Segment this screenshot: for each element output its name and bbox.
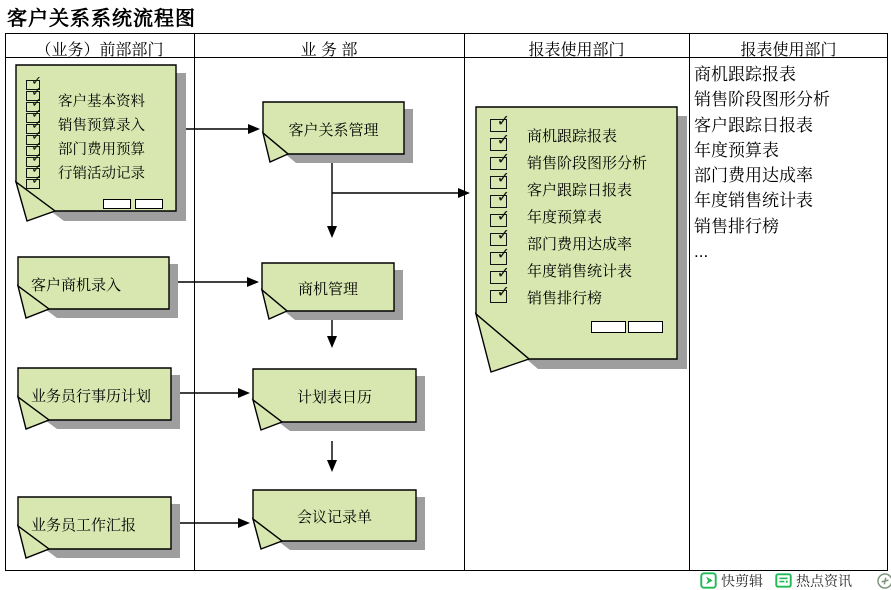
hot-news-label[interactable]: 热点资讯 [796, 572, 852, 589]
circle-plus-icon[interactable] [876, 572, 891, 590]
page-title: 客户关系系统流程图 [7, 8, 196, 30]
flow-node-label: 客户关系管理 [288, 122, 379, 139]
lane-header-front-dept: （业务）前部部门 [35, 42, 164, 59]
quick-clip-label[interactable]: 快剪辑 [721, 572, 763, 589]
flow-node-reports-note [475, 106, 678, 360]
lane-header-report-users-1: 报表使用部门 [528, 42, 625, 59]
note-small-rect [591, 321, 626, 333]
flow-node-label: 业务员工作汇报 [31, 517, 137, 534]
report-list-item: 销售阶段图形分析 [694, 90, 830, 110]
note-item: 销售预算录入 [58, 118, 145, 134]
quick-clip-icon[interactable] [700, 572, 717, 589]
note-item: 客户跟踪日报表 [527, 182, 633, 199]
note-item: 商机跟踪报表 [527, 128, 618, 145]
flow-node-label: 计划表日历 [296, 389, 372, 406]
flow-node-meeting-record [252, 489, 417, 542]
browser-statusbar [700, 571, 891, 590]
report-list [694, 62, 886, 264]
checkbox-icon [26, 179, 40, 189]
checkbox-icon [490, 290, 507, 303]
note-item: 部门费用达成率 [527, 236, 633, 253]
note-item: 销售排行榜 [527, 290, 603, 307]
note-item: 客户基本资料 [58, 94, 145, 110]
flow-node-crm [262, 101, 405, 155]
note-item: 部门费用预算 [58, 142, 145, 158]
flow-node-label: 会议记录单 [296, 509, 372, 526]
report-list-item: ... [694, 242, 709, 262]
report-list-item: 商机跟踪报表 [694, 65, 796, 84]
flow-node-salesman-work-report [17, 496, 172, 550]
report-list-item: 年度销售统计表 [694, 191, 813, 211]
note-item: 年度销售统计表 [527, 263, 633, 280]
flow-node-opportunity-management [261, 262, 395, 312]
flow-node-label: 商机管理 [297, 281, 358, 298]
flow-node-schedule-calendar [252, 368, 417, 423]
note-item: 行销活动记录 [58, 166, 145, 182]
lane-header-business-dept: 业 务 部 [300, 42, 358, 59]
note-item: 销售阶段图形分析 [527, 155, 648, 172]
report-list-item: 客户跟踪日报表 [694, 115, 813, 135]
hot-news-icon[interactable] [775, 572, 792, 589]
flow-node-label: 业务员行事历计划 [31, 388, 152, 405]
note-small-rect [103, 199, 131, 209]
note-item: 年度预算表 [527, 209, 603, 226]
flow-node-salesman-calendar-plan [17, 367, 172, 421]
note-small-rect [628, 321, 663, 333]
flow-node-front-dept-inputs [15, 64, 177, 212]
flow-node-label: 客户商机录入 [31, 277, 122, 294]
lane-header-report-users-2: 报表使用部门 [740, 42, 837, 59]
lane-divider-2 [464, 33, 465, 571]
note-small-rect [135, 199, 163, 209]
report-list-item: 年度预算表 [694, 140, 779, 160]
report-list-item: 部门费用达成率 [694, 166, 813, 186]
flow-node-customer-opportunity-entry [17, 256, 170, 310]
report-list-item: 销售排行榜 [694, 216, 779, 236]
